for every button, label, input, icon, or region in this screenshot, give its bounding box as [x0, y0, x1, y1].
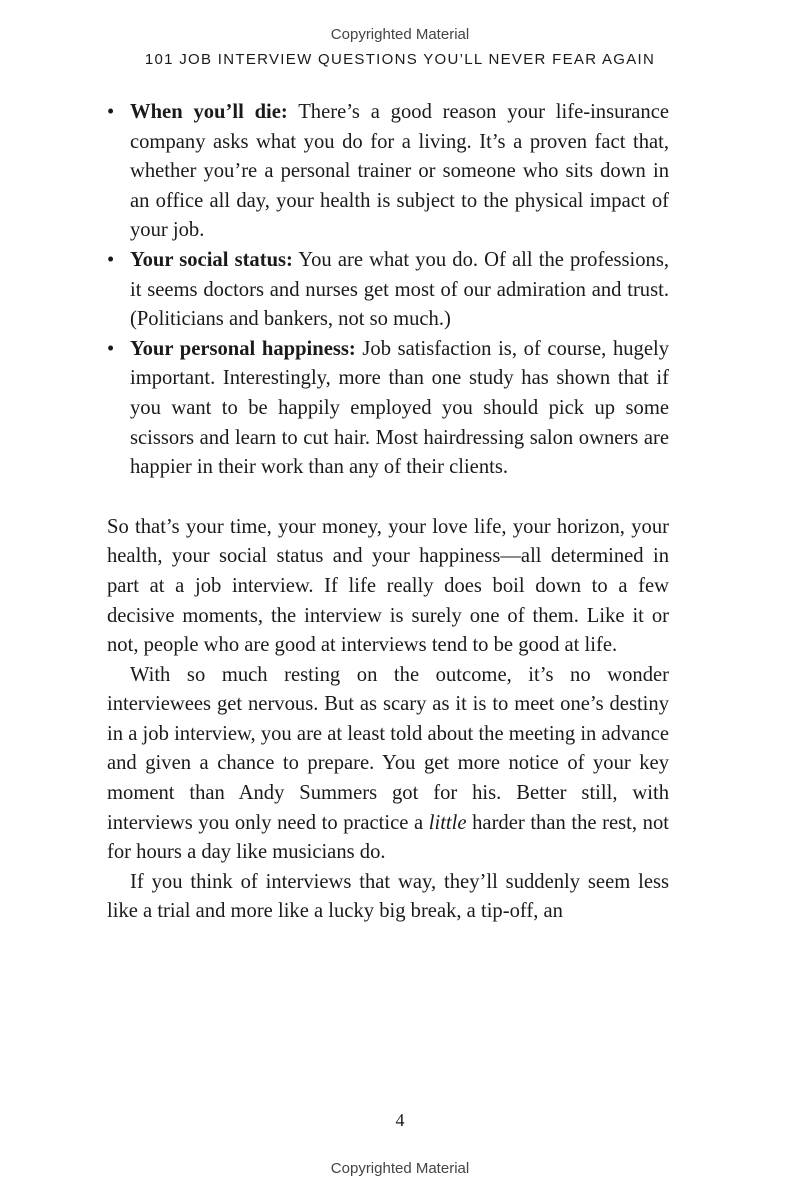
bullet-term: Your social status: — [130, 248, 293, 271]
bullet-text: Job satisfaction is, of course, hugely important. Interestingly, more than one study has shown that if you want to be happily employed you should pick up some scissors and learn to cut hair. Most hairdressing salon owners are happier in their work than any of their clients. — [130, 337, 669, 479]
copyright-watermark-top: Copyrighted Material — [330, 26, 470, 43]
emphasis-text: little — [428, 811, 467, 834]
paragraph — [107, 661, 669, 868]
bullet-term: Your personal happiness: — [130, 337, 356, 360]
paragraph: If you think of interviews that way, they’ll suddenly seem less like a trial and more like a lucky big break, a tip-off, an — [107, 870, 669, 923]
paragraph-text: With so much resting on the outcome, it’s no wonder interviewees get nervous. But as scary as it is to meet one’s destiny in a job interview, you are at least told about the meeting in advance and given a chance to prepare. You get more notice of your key moment than Andy Summers got for his. Better still, with interviews you only need to practice a — [107, 663, 669, 834]
bullet-term: When you’ll die: — [130, 101, 288, 123]
running-head: 101 JOB INTERVIEW QUESTIONS YOU’LL NEVER FEAR AGAIN — [144, 51, 656, 68]
paragraph-text: harder than the rest, not for hours a day like musicians do. — [107, 811, 669, 864]
paragraph: So that’s your time, your money, your love life, your horizon, your health, your social status and your happiness—all determined in part at a job interview. If life really does boil down to a few decisive moments, the interview is surely one of them. Like it or not, people who are good at interviews tend to be good at life. — [107, 515, 669, 657]
list-item — [107, 246, 669, 335]
page-body — [107, 98, 669, 927]
bullet-list — [107, 98, 669, 483]
list-item — [107, 335, 669, 483]
copyright-watermark-bottom: Copyrighted Material — [330, 1160, 470, 1177]
bullet-text: You are what you do. Of all the professions, it seems doctors and nurses get most of our admiration and trust. (Politicians and bankers, not so much.) — [130, 248, 669, 331]
list-item — [107, 98, 669, 246]
bullet-text: There’s a good reason your life-insurance company asks what you do for a living. It’s a proven fact that, whether you’re a personal trainer or someone who sits down in an office all day, your health is subject to the physical impact of your job. — [130, 101, 669, 242]
page-number: 4 — [395, 1110, 405, 1130]
